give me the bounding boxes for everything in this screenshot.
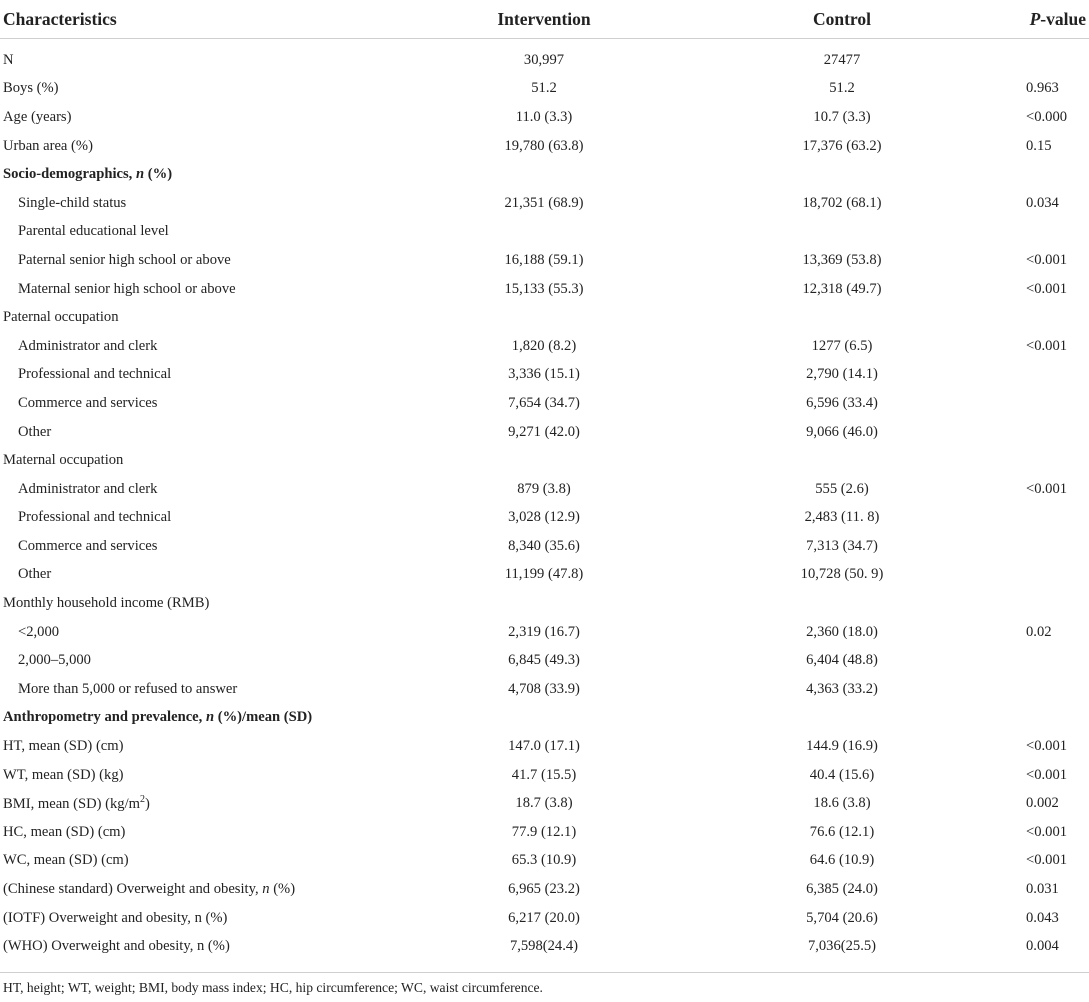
table-row — [0, 132, 1089, 161]
table-row — [0, 932, 1089, 961]
intervention-value: 7,598(24.4) — [509, 938, 579, 955]
control-value — [680, 303, 980, 332]
table-footnote: HT, height; WT, weight; BMI, body mass index; HC, hip circumference; WC, waist circumference. — [3, 980, 543, 995]
intervention-value: 7,654 (34.7) — [508, 394, 580, 411]
table-row — [0, 218, 1089, 247]
header-row — [0, 0, 1089, 39]
table-row — [0, 675, 1089, 704]
control-value: 6,596 (33.4) — [806, 394, 878, 411]
row-label: Professional and technical — [18, 509, 172, 526]
row-label: WT, mean (SD) (kg) — [3, 766, 124, 783]
control-value: 18,702 (68.1) — [802, 194, 882, 211]
row-label: Paternal occupation — [3, 309, 119, 326]
table-row — [0, 561, 1089, 590]
row-label: Professional and technical — [18, 366, 172, 383]
p-value: 0.004 — [1026, 938, 1059, 955]
p-value — [980, 704, 1089, 733]
control-value: 27477 — [823, 51, 861, 68]
control-value — [680, 589, 980, 618]
header-p-suffix: -value — [1040, 8, 1086, 29]
table-row — [0, 504, 1089, 533]
control-value: 13,369 (53.8) — [802, 251, 882, 268]
p-value: 0.963 — [1026, 80, 1059, 97]
row-label — [0, 789, 380, 818]
p-value: <0.001 — [1026, 766, 1068, 783]
control-value: 6,385 (24.0) — [806, 881, 878, 898]
row-label-text: Anthropometry and prevalence, — [3, 709, 206, 726]
control-value: 4,363 (33.2) — [806, 680, 878, 697]
bottom-rule — [0, 972, 1089, 973]
intervention-value: 879 (3.8) — [517, 480, 571, 497]
section-heading — [0, 704, 380, 733]
row-label: Other — [18, 423, 52, 440]
table-row — [0, 75, 1089, 104]
row-label-text: (%)/mean (SD) — [214, 709, 313, 726]
row-label: Single-child status — [18, 194, 127, 211]
p-value: <0.001 — [1026, 852, 1068, 869]
p-value: <0.001 — [1026, 738, 1068, 755]
row-label: Commerce and services — [18, 394, 158, 411]
control-value: 40.4 (15.6) — [809, 766, 875, 783]
intervention-value: 4,708 (33.9) — [508, 680, 580, 697]
control-value — [680, 160, 980, 189]
intervention-value: 2,319 (16.7) — [508, 623, 580, 640]
control-value: 7,036(25.5) — [807, 938, 877, 955]
intervention-value: 19,780 (63.8) — [504, 137, 584, 154]
row-label-text: Socio-demographics, — [3, 166, 136, 183]
row-label: Commerce and services — [18, 537, 158, 554]
row-label: Urban area (%) — [3, 137, 93, 154]
intervention-value: 16,188 (59.1) — [504, 251, 584, 268]
row-label: Boys (%) — [3, 80, 59, 97]
row-label: Administrator and clerk — [18, 480, 158, 497]
table-row — [0, 761, 1089, 790]
header-characteristics: Characteristics — [0, 0, 380, 39]
table-row — [0, 847, 1089, 876]
row-label: 2,000–5,000 — [18, 652, 91, 669]
table-row — [0, 732, 1089, 761]
row-label: Administrator and clerk — [18, 337, 158, 354]
intervention-value: 6,845 (49.3) — [508, 652, 580, 669]
intervention-value: 1,820 (8.2) — [511, 337, 577, 354]
p-value: <0.001 — [1026, 337, 1068, 354]
row-label-text: (%) — [269, 881, 296, 898]
control-value: 5,704 (20.6) — [806, 909, 878, 926]
p-value — [980, 589, 1089, 618]
p-value — [980, 389, 1089, 418]
control-value: 10.7 (3.3) — [813, 108, 871, 125]
row-label-italic: n — [135, 166, 145, 183]
p-value: 0.031 — [1026, 881, 1059, 898]
table-row — [0, 418, 1089, 447]
row-label-text: (Chinese standard) Overweight and obesity, — [3, 881, 263, 898]
table-row — [0, 303, 1089, 332]
control-value: 12,318 (49.7) — [802, 280, 882, 297]
row-label-italic: n — [205, 709, 215, 726]
table-row — [0, 39, 1089, 75]
table-row — [0, 904, 1089, 933]
control-value: 7,313 (34.7) — [806, 537, 878, 554]
control-value: 144.9 (16.9) — [806, 738, 878, 755]
header-p-value — [980, 0, 1089, 39]
table-row — [0, 618, 1089, 647]
table-row — [0, 389, 1089, 418]
p-value: <0.001 — [1026, 251, 1068, 268]
row-label: Paternal senior high school or above — [18, 251, 231, 268]
intervention-value: 6,965 (23.2) — [508, 881, 580, 898]
row-label: Age (years) — [3, 108, 72, 125]
intervention-value: 77.9 (12.1) — [511, 823, 577, 840]
table-row — [0, 246, 1089, 275]
p-value — [980, 446, 1089, 475]
row-label-italic: n — [262, 881, 270, 898]
intervention-value: 3,336 (15.1) — [508, 366, 580, 383]
row-label: More than 5,000 or refused to answer — [18, 680, 238, 697]
control-value: 2,790 (14.1) — [806, 366, 878, 383]
intervention-value: 30,997 — [523, 51, 565, 68]
p-value — [980, 160, 1089, 189]
row-label: Maternal occupation — [3, 452, 124, 469]
table-row — [0, 818, 1089, 847]
intervention-value: 15,133 (55.3) — [504, 280, 584, 297]
intervention-value: 147.0 (17.1) — [508, 738, 580, 755]
p-value — [980, 532, 1089, 561]
header-p-italic: P — [1029, 8, 1041, 29]
control-value: 6,404 (48.8) — [806, 652, 878, 669]
table-row — [0, 789, 1089, 818]
control-value: 555 (2.6) — [815, 480, 869, 497]
intervention-value: 41.7 (15.5) — [511, 766, 577, 783]
control-value — [680, 446, 980, 475]
row-label: (IOTF) Overweight and obesity, n (%) — [3, 909, 228, 926]
p-value — [980, 361, 1089, 390]
control-value: 51.2 — [829, 80, 855, 97]
row-label: <2,000 — [18, 623, 60, 640]
p-value — [980, 303, 1089, 332]
p-value: <0.001 — [1026, 480, 1068, 497]
header-intervention: Intervention — [380, 0, 680, 39]
table-row — [0, 589, 1089, 618]
table-body — [0, 39, 1089, 962]
row-label: (WHO) Overweight and obesity, n (%) — [3, 938, 230, 955]
table-row — [0, 332, 1089, 361]
intervention-value: 18.7 (3.8) — [515, 795, 573, 812]
intervention-value — [380, 160, 680, 189]
section-row — [0, 704, 1089, 733]
control-value: 76.6 (12.1) — [809, 823, 875, 840]
control-value: 9,066 (46.0) — [806, 423, 878, 440]
intervention-value: 65.3 (10.9) — [511, 852, 577, 869]
intervention-value — [380, 589, 680, 618]
intervention-value — [380, 303, 680, 332]
table-row — [0, 275, 1089, 304]
p-value — [980, 561, 1089, 590]
p-value: <0.001 — [1026, 280, 1068, 297]
control-value: 1277 (6.5) — [811, 337, 873, 354]
table-row — [0, 189, 1089, 218]
row-label: Parental educational level — [18, 223, 169, 240]
p-value — [980, 418, 1089, 447]
control-value — [680, 218, 980, 247]
p-value — [980, 218, 1089, 247]
section-heading — [0, 160, 380, 189]
p-value: 0.02 — [1026, 623, 1052, 640]
intervention-value: 9,271 (42.0) — [508, 423, 580, 440]
row-label: Maternal senior high school or above — [18, 280, 236, 297]
row-label — [0, 875, 380, 904]
table-header — [0, 0, 1089, 39]
table-row — [0, 103, 1089, 132]
control-value: 17,376 (63.2) — [802, 137, 882, 154]
table-row — [0, 532, 1089, 561]
p-value: 0.002 — [1026, 795, 1059, 812]
p-value: 0.043 — [1026, 909, 1059, 926]
table-row — [0, 361, 1089, 390]
row-label-text: BMI, mean (SD) (kg/m — [3, 796, 141, 813]
p-value: <0.001 — [1026, 823, 1068, 840]
table-row — [0, 446, 1089, 475]
intervention-value: 21,351 (68.9) — [504, 194, 584, 211]
intervention-value: 11,199 (47.8) — [504, 566, 584, 583]
control-value: 2,360 (18.0) — [806, 623, 878, 640]
control-value: 18.6 (3.8) — [813, 795, 871, 812]
row-label: HC, mean (SD) (cm) — [3, 823, 126, 840]
p-value — [980, 39, 1089, 75]
intervention-value: 51.2 — [531, 80, 557, 97]
table-row — [0, 475, 1089, 504]
intervention-value: 8,340 (35.6) — [508, 537, 580, 554]
intervention-value — [380, 446, 680, 475]
p-value — [980, 675, 1089, 704]
control-value: 10,728 (50. 9) — [800, 566, 884, 583]
p-value — [980, 646, 1089, 675]
row-label: Monthly household income (RMB) — [3, 595, 210, 612]
header-control: Control — [680, 0, 980, 39]
p-value — [980, 504, 1089, 533]
table-row — [0, 646, 1089, 675]
row-label-text: (%) — [144, 166, 173, 183]
row-label: WC, mean (SD) (cm) — [3, 852, 129, 869]
intervention-value — [380, 218, 680, 247]
row-label: N — [3, 51, 14, 68]
control-value: 64.6 (10.9) — [809, 852, 875, 869]
p-value: 0.15 — [1026, 137, 1052, 154]
row-label: Other — [18, 566, 52, 583]
section-row — [0, 160, 1089, 189]
row-label-superscript: 2 — [140, 794, 146, 806]
intervention-value — [380, 704, 680, 733]
row-label-text: ) — [145, 796, 150, 813]
control-value — [680, 704, 980, 733]
table-row — [0, 875, 1089, 904]
p-value: 0.034 — [1026, 194, 1059, 211]
intervention-value: 3,028 (12.9) — [508, 509, 580, 526]
intervention-value: 6,217 (20.0) — [508, 909, 580, 926]
intervention-value: 11.0 (3.3) — [515, 108, 573, 125]
control-value: 2,483 (11. 8) — [804, 509, 880, 526]
p-value: <0.000 — [1026, 108, 1068, 125]
row-label: HT, mean (SD) (cm) — [3, 738, 124, 755]
